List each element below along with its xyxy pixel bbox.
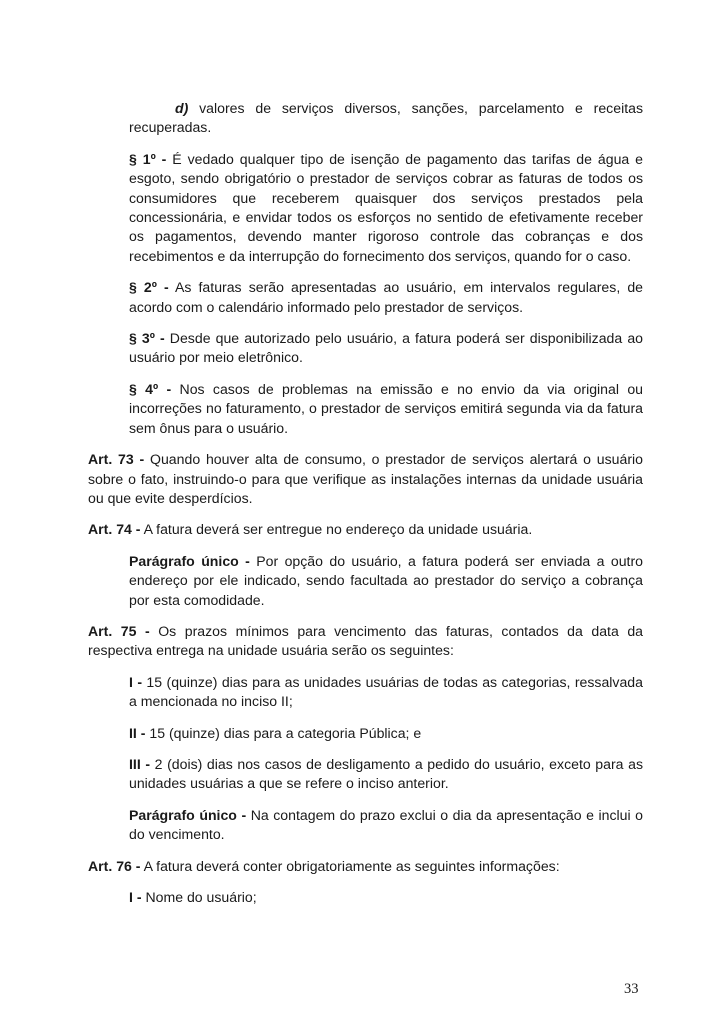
article-75 [88, 622, 643, 661]
paragraph-text: Nos casos de problemas na emissão e no envio da via original ou incorreções no faturamento, o prestador de serviços emitirá segunda via da fatura sem ônus para o usuário. [129, 380, 644, 436]
paragraph-text: As faturas serão apresentadas ao usuário, em intervalos regulares, de acordo com o calendário informado pelo prestador de serviços. [129, 279, 643, 315]
paragraph-label: § 2º - [129, 279, 169, 296]
item-label: II - [129, 724, 146, 741]
article-label: Art. 76 - [88, 857, 141, 874]
document-body [88, 99, 643, 919]
paragraph-1 [129, 150, 643, 266]
paragraph-label: § 4º - [129, 380, 172, 397]
paragraph-text: Desde que autorizado pelo usuário, a fatura poderá ser disponibilizada ao usuário por meio eletrônico. [129, 330, 643, 366]
article-75-item-i [129, 673, 643, 712]
item-text: 15 (quinze) dias para as unidades usuárias de todas as categorias, ressalvada a mencionada no inciso II; [129, 673, 643, 710]
item-text: 2 (dois) dias nos casos de desligamento a pedido do usuário, exceto para as unidades usuárias a que se refere o inciso anterior. [129, 755, 643, 792]
paragraph-label: Parágrafo único - [129, 552, 250, 569]
item-label: d) [175, 100, 189, 116]
item-label: I - [129, 673, 143, 690]
article-76-item-i [129, 888, 643, 907]
item-label: III - [129, 755, 151, 772]
article-label: Art. 74 - [88, 521, 141, 538]
paragraph-label: § 3º - [129, 330, 165, 347]
paragraph-2 [129, 278, 643, 317]
article-text: Os prazos mínimos para vencimento das faturas, contados da data da respectiva entrega na unidade usuária serão os seguintes: [88, 622, 643, 659]
paragraph-3 [129, 329, 643, 368]
article-74-sole-paragraph [129, 552, 643, 610]
paragraph-text: Por opção do usuário, a fatura poderá ser enviada a outro endereço por ele indicado, sendo facultada ao prestador do serviço a cobrança por esta comodidade. [129, 552, 643, 608]
item-label: I - [129, 889, 142, 905]
paragraph-label: § 1º - [129, 150, 167, 167]
article-75-item-iii [129, 755, 643, 794]
paragraph-label: Parágrafo único - [129, 806, 247, 823]
article-text: A fatura deverá ser entregue no endereço da unidade usuária. [140, 521, 533, 538]
paragraph-text: Na contagem do prazo exclui o dia da apresentação e inclui o do vencimento. [129, 806, 644, 843]
article-75-sole-paragraph [129, 806, 643, 845]
article-label: Art. 73 - [88, 451, 145, 468]
article-label: Art. 75 - [88, 622, 150, 639]
paragraph-4 [129, 380, 643, 438]
item-d [129, 99, 643, 138]
article-75-item-ii [129, 724, 643, 743]
article-76 [88, 857, 643, 876]
item-text: valores de serviços diversos, sanções, parcelamento e receitas recuperadas. [129, 100, 643, 136]
page-number: 33 [624, 981, 639, 997]
article-73 [88, 450, 643, 508]
article-text: A fatura deverá conter obrigatoriamente as seguintes informações: [140, 857, 560, 874]
article-74 [88, 520, 643, 539]
item-text: 15 (quinze) dias para a categoria Pública; e [145, 724, 422, 741]
item-text: Nome do usuário; [141, 889, 257, 905]
article-text: Quando houver alta de consumo, o prestador de serviços alertará o usuário sobre o fato, instruindo-o para que verifique as instalações internas da unidade usuária ou que evite desperdícios. [88, 451, 643, 506]
paragraph-text: É vedado qualquer tipo de isenção de pagamento das tarifas de água e esgoto, sendo obrigatório o prestador de serviços cobrar as faturas de todos os consumidores que receberem quaisquer dos serviços prestados pela concessionária, e envidar todos os esforços no sentido de efetivamente receber os pagamentos, devendo manter rigoroso controle das cobranças e dos recebimentos e da interrupção do fornecimento dos serviços, quando for o caso. [129, 150, 644, 264]
